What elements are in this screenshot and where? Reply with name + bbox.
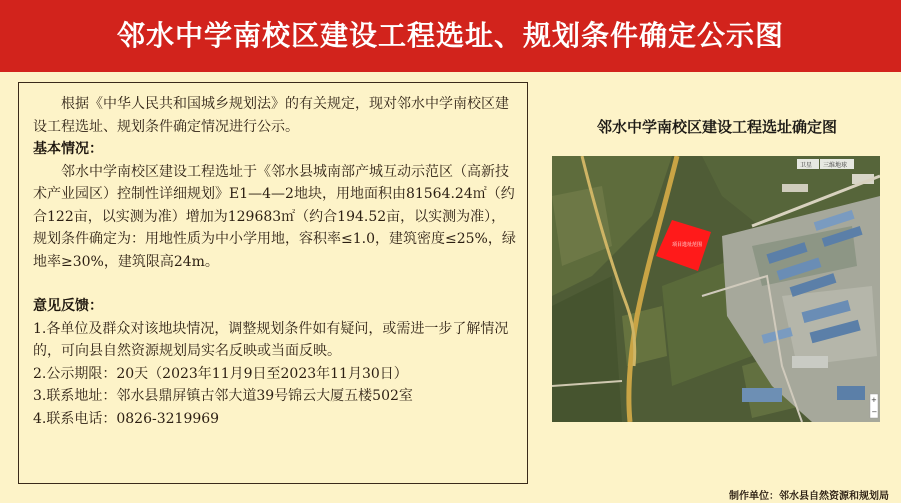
satellite-map[interactable] [552, 156, 880, 422]
parcel-label: 项目选址范围 [672, 242, 703, 248]
feedback-item: 3.联系地址：邻水县鼎屏镇古邻大道39号锦云大厦五楼502室 [33, 388, 413, 404]
feedback-item: 2.公示期限：20天（2023年11月9日至2023年11月30日） [33, 365, 408, 382]
earth-view-label: 三维地球 [823, 162, 848, 169]
basic-heading: 基本情况： [33, 141, 103, 157]
building [837, 386, 865, 400]
zoom-in-icon[interactable]: + [871, 396, 877, 404]
map-type-label: 卫星 [800, 162, 813, 169]
page-title: 邻水中学南校区建设工程选址、规划条件确定公示图 [0, 0, 901, 72]
section-gap [33, 273, 517, 295]
credit-text: 制作单位：邻水县自然资源和规划局 [729, 491, 889, 502]
feedback-heading: 意见反馈： [33, 298, 103, 314]
zoom-out-icon[interactable]: − [871, 408, 878, 416]
basic-text: 邻水中学南校区建设工程选址于《邻水县城南部产城互动示范区（高新技术产业园区）控制性详细规划》E1—4—2地块，用地面积由81564.24㎡（约合122亩，以实测为准）增加为129683㎡（约合194.52亩，以实测为准），规划条件确定为：用地性质为中小学用地，容积率≤1.0，建筑密度≤25%，绿地率≥30%，建筑限高24m。 [33, 163, 516, 270]
building [782, 184, 808, 192]
feedback-item: 4.联系电话：0826-3219969 [33, 410, 220, 427]
building [742, 388, 782, 402]
map-title: 邻水中学南校区建设工程选址确定图 [596, 118, 837, 136]
intro-text: 根据《中华人民共和国城乡规划法》的有关规定，现对邻水中学南校区建设工程选址、规划条件确定情况进行公示。 [33, 96, 509, 135]
map-image [552, 156, 880, 422]
urban-area [782, 286, 877, 366]
feedback-item: 1.各单位及群众对该地块情况，调整规划条件如有疑问，或需进一步了解情况的，可向县自然资源规划局实名反映或当面反映。 [33, 320, 509, 359]
building [792, 356, 828, 368]
notice-panel [18, 82, 528, 484]
